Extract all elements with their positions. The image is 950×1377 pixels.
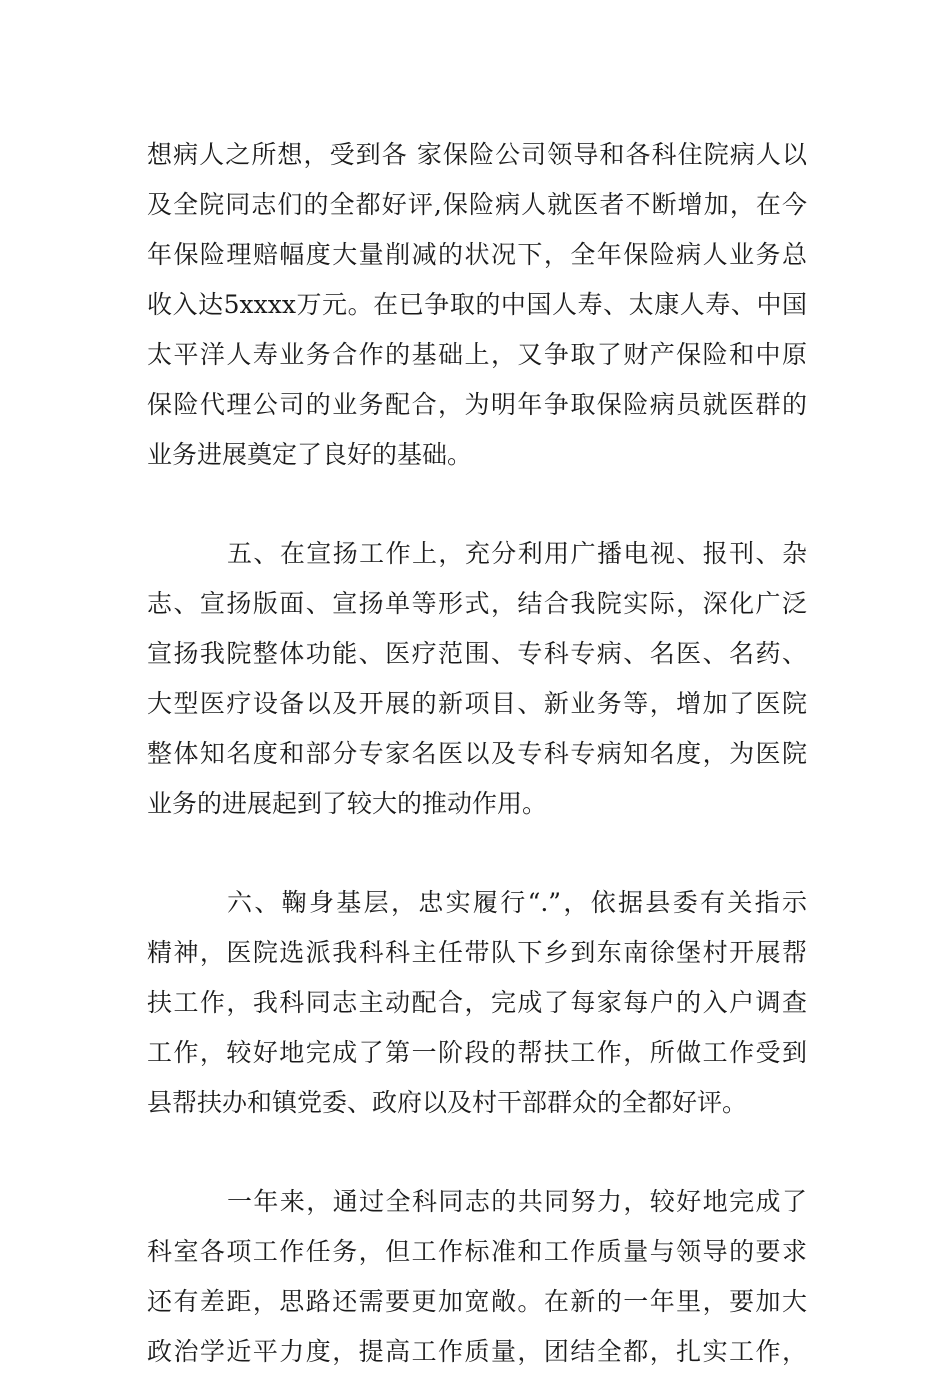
text-line: 志、宣扬版面、宣扬单等形式，结合我院实际，深化广泛 bbox=[147, 589, 807, 618]
text-line: 大型医疗设备以及开展的新项目、新业务等，增加了医院 bbox=[147, 689, 807, 718]
paragraph-summary bbox=[147, 1177, 807, 1377]
text-line: 及全院同志们的全都好评,保险病人就医者不断增加，在今 bbox=[147, 190, 807, 219]
text-line: 太平洋人寿业务合作的基础上，又争取了财产保险和中原 bbox=[147, 340, 807, 369]
text-line: 年保险理赔幅度大量削减的状况下，全年保险病人业务总 bbox=[147, 240, 807, 269]
text-line: 五、在宣扬工作上，充分利用广播电视、报刊、杂 bbox=[227, 539, 807, 568]
text-line: 想病人之所想，受到各 家保险公司领导和各科住院病人以 bbox=[147, 140, 807, 169]
text-line: 收入达5xxxx万元。在已争取的中国人寿、太康人寿、中国 bbox=[147, 290, 807, 319]
text-line: 整体知名度和部分专家名医以及专科专病知名度，为医院 bbox=[147, 739, 807, 768]
paragraph-publicity bbox=[147, 529, 807, 829]
text-line: 业务进展奠定了良好的基础。 bbox=[147, 440, 473, 469]
text-line: 一年来，通过全科同志的共同努力，较好地完成了 bbox=[227, 1187, 807, 1216]
text-line: 扶工作，我科同志主动配合，完成了每家每户的入户调查 bbox=[147, 988, 807, 1017]
text-line: 宣扬我院整体功能、医疗范围、专科专病、名医、名药、 bbox=[147, 639, 807, 668]
text-line: 政治学近平力度，提高工作质量，团结全都，扎实工作， bbox=[147, 1337, 807, 1366]
text-line: 业务的进展起到了较大的推动作用。 bbox=[147, 789, 548, 818]
document-body bbox=[147, 130, 807, 1377]
text-line: 六、鞠身基层，忠实履行“.”，依据县委有关指示 bbox=[227, 888, 807, 917]
text-line: 县帮扶办和镇党委、政府以及村干部群众的全都好评。 bbox=[147, 1088, 748, 1117]
text-line: 精神，医院选派我科科主任带队下乡到东南徐堡村开展帮 bbox=[147, 938, 807, 967]
text-line: 还有差距，思路还需要更加宽敞。在新的一年里，要加大 bbox=[147, 1287, 807, 1316]
text-line: 科室各项工作任务，但工作标准和工作质量与领导的要求 bbox=[147, 1237, 807, 1266]
paragraph-insurance bbox=[147, 130, 807, 480]
text-line: 工作，较好地完成了第一阶段的帮扶工作，所做工作受到 bbox=[147, 1038, 807, 1067]
paragraph-grassroots bbox=[147, 878, 807, 1128]
text-line: 保险代理公司的业务配合，为明年争取保险病员就医群的 bbox=[147, 390, 807, 419]
